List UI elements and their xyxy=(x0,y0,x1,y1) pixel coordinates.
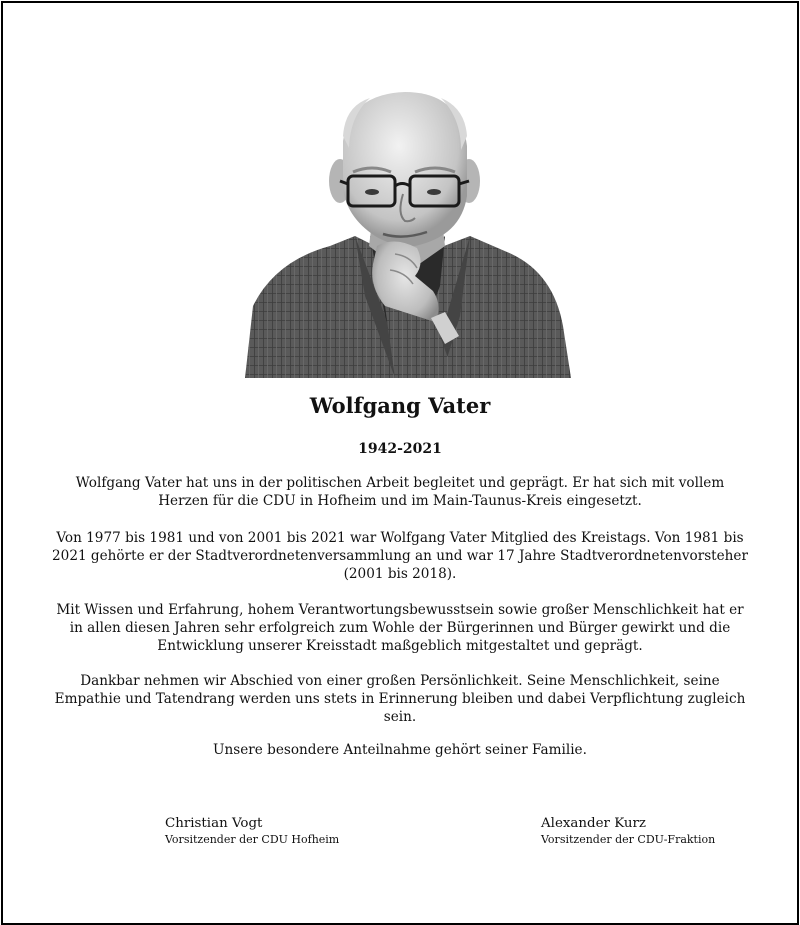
deceased-name: Wolfgang Vater xyxy=(309,393,491,418)
career-paragraph: Von 1977 bis 1981 und von 2001 bis 2021 war Wolfgang Vater Mitglied des Kreistags. Von 1981 bis 2021 gehörte er der Stadtverordnetenversammlung an und war 17 Jahre Stadtverordnetenvorsteher (2001 bis 2018). xyxy=(52,530,748,582)
merit-paragraph: Mit Wissen und Erfahrung, hohem Verantwortungsbewusstsein sowie großer Menschlichkeit hat er in allen diesen Jahren sehr erfolgreich zum Wohle der Bürgerinnen und Bürger gewirkt und die Entwicklung unserer Kreisstadt maßgeblich mitgestaltet und geprägt. xyxy=(56,602,744,654)
signatory-name: Alexander Kurz xyxy=(541,816,646,831)
signatory-role: Vorsitzender der CDU-Fraktion xyxy=(541,833,716,846)
condolence-line: Unsere besondere Anteilnahme gehört seiner Familie. xyxy=(213,742,587,758)
farewell-paragraph: Dankbar nehmen wir Abschied von einer großen Persönlichkeit. Seine Menschlichkeit, seine Empathie und Tatendrang werden uns stets in Erinnerung bleiben und dabei Verpflichtung zugleich sein. xyxy=(54,673,746,725)
life-dates: 1942-2021 xyxy=(358,441,442,457)
portrait-photo xyxy=(245,86,571,378)
tribute-paragraph: Wolfgang Vater hat uns in der politischen Arbeit begleitet und geprägt. Er hat sich mit vollem Herzen für die CDU in Hofheim und im Main-Taunus-Kreis eingesetzt. xyxy=(75,475,725,509)
signature-left xyxy=(165,815,339,847)
signature-right xyxy=(541,815,715,847)
signatory-role: Vorsitzender der CDU Hofheim xyxy=(165,833,340,846)
portrait-illustration xyxy=(245,86,571,378)
signatory-name: Christian Vogt xyxy=(165,816,263,831)
